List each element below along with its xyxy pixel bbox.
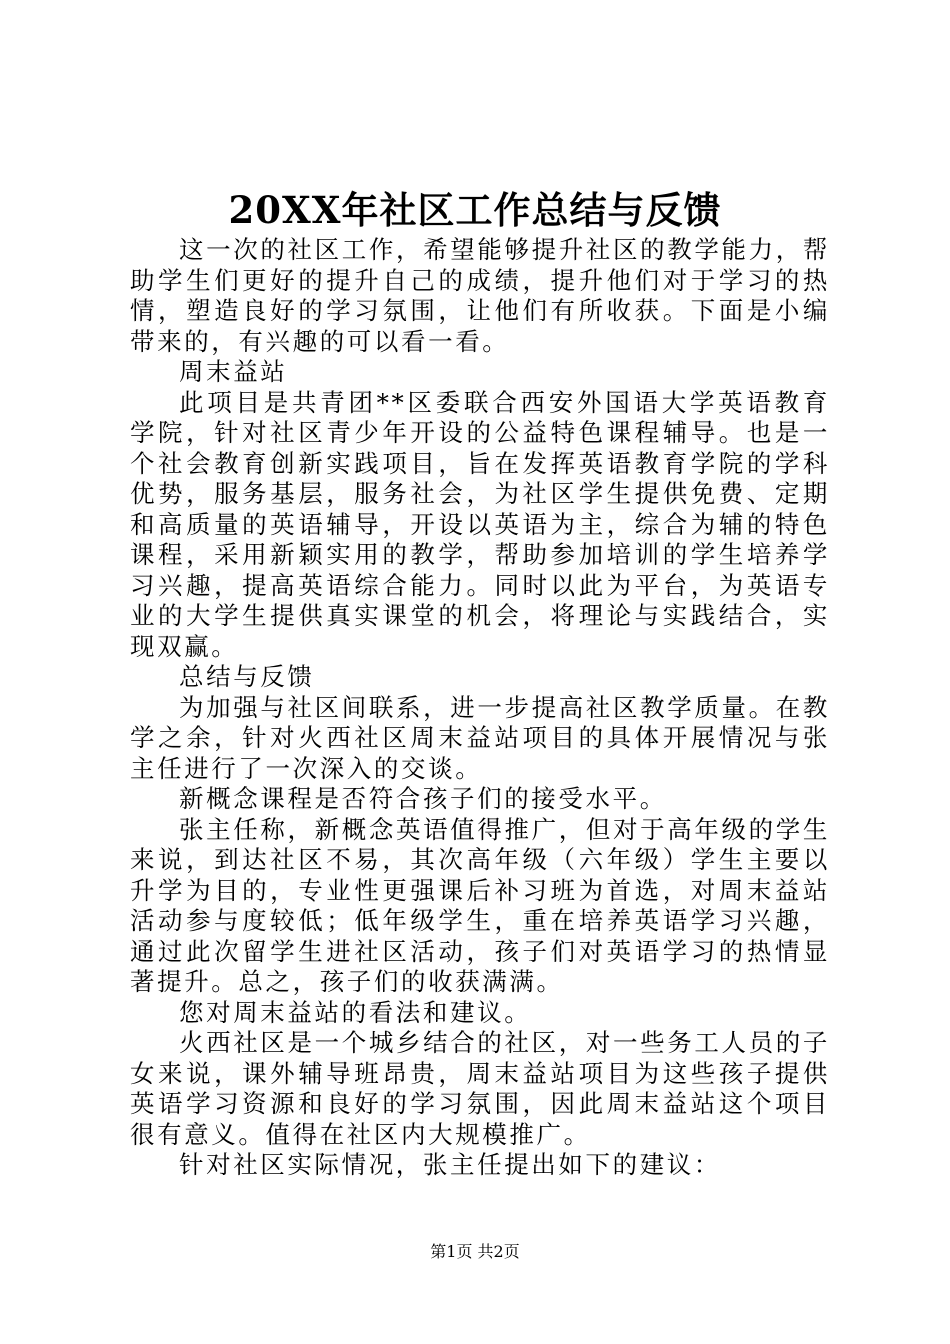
paragraph-director-response: 张主任称，新概念英语值得推广，但对于高年级的学生来说，到达社区不易，其次高年级（六年级）学生主要以升学为目的，专业性更强课后补习班为首选，对周末益站活动参与度较低；低年级学生，重在培养英语学习兴趣，通过此次留学生进社区活动，孩子们对英语学习的热情显著提升。总之，孩子们的收获满满。 xyxy=(130,814,830,996)
document-body xyxy=(130,235,830,1181)
paragraph-project-description: 此项目是共青团**区委联合西安外国语大学英语教育学院，针对社区青少年开设的公益特色课程辅导。也是一个社会教育创新实践项目，旨在发挥英语教育学院的学科优势，服务基层，服务社会，为社区学生提供免费、定期和高质量的英语辅导，开设以英语为主，综合为辅的特色课程，采用新颖实用的教学，帮助参加培训的学生培养学习兴趣，提高英语综合能力。同时以此为平台，为英语专业的大学生提供真实课堂的机会，将理论与实践结合，实现双赢。 xyxy=(130,387,830,661)
page-footer: 第1页 共2页 xyxy=(430,1242,520,1261)
paragraph-communication: 为加强与社区间联系，进一步提高社区教学质量。在教学之余，针对火西社区周末益站项目的具体开展情况与张主任进行了一次深入的交谈。 xyxy=(130,692,830,783)
paragraph-suggestions-intro: 针对社区实际情况，张主任提出如下的建议： xyxy=(179,1150,721,1179)
section-heading-weekend-station: 周末益站 xyxy=(179,357,288,386)
question-opinions: 您对周末益站的看法和建议。 xyxy=(179,997,532,1027)
question-course-level: 新概念课程是否符合孩子们的接受水平。 xyxy=(179,784,667,813)
section-heading-summary-feedback: 总结与反馈 xyxy=(179,662,315,691)
document-title: 20XX年社区工作总结与反馈 xyxy=(228,188,722,232)
paragraph-community-description: 火西社区是一个城乡结合的社区，对一些务工人员的子女来说，课外辅导班昂贵，周末益站项目为这些孩子提供英语学习资源和良好的学习氛围，因此周末益站这个项目很有意义。值得在社区内大规模推广。 xyxy=(130,1028,830,1149)
paragraph-intro: 这一次的社区工作，希望能够提升社区的教学能力，帮助学生们更好的提升自己的成绩，提升他们对于学习的热情，塑造良好的学习氛围，让他们有所收获。下面是小编带来的，有兴趣的可以看一看。 xyxy=(130,235,830,356)
